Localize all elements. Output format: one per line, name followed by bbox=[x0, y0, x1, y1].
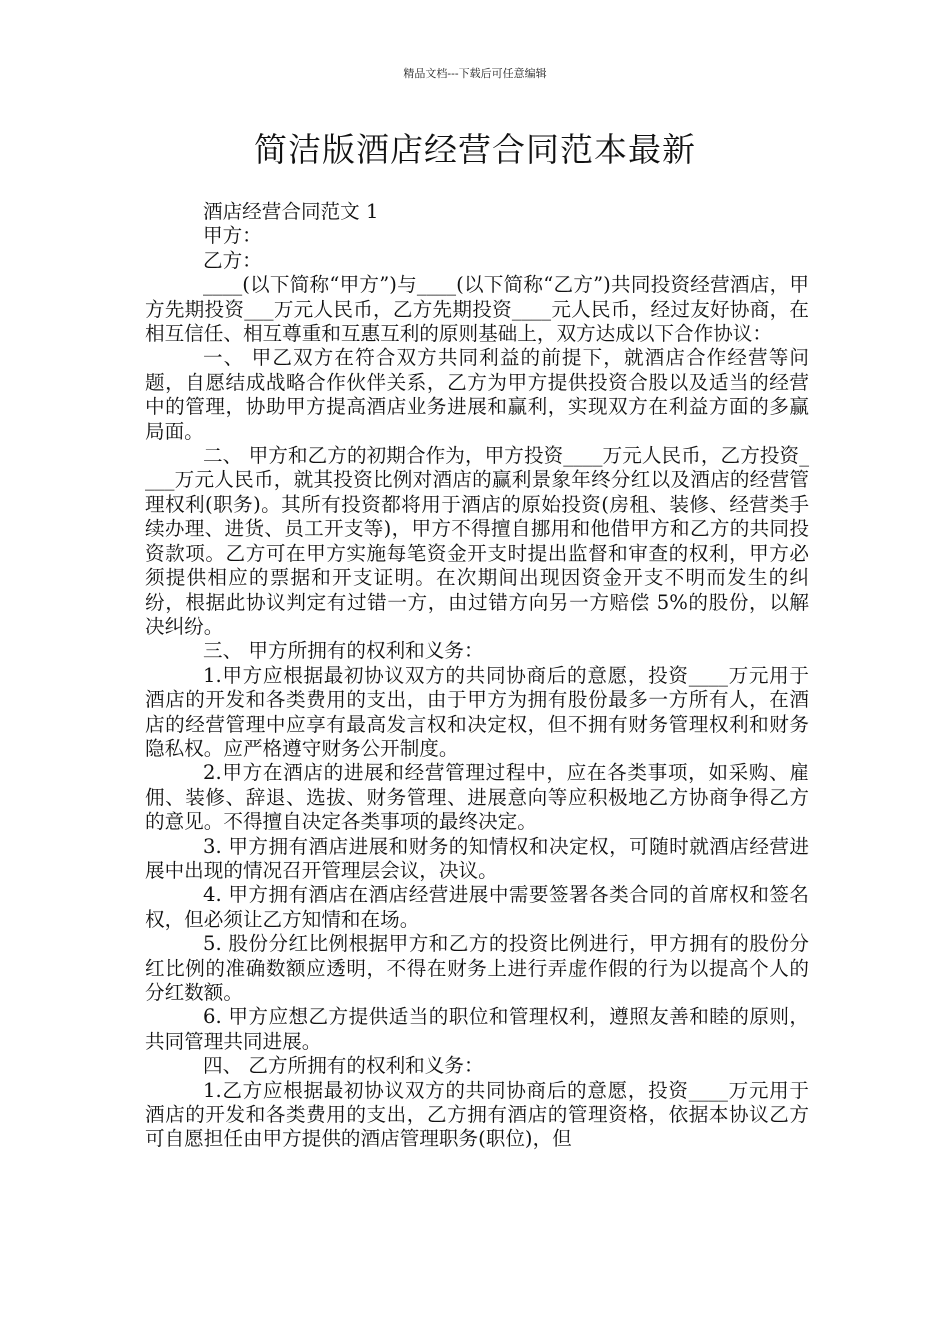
clause-1: 一、 甲乙双方在符合双方共同利益的前提下，就酒店合作经营等问题，自愿结成战略合作伙伴关系，乙方为甲方提供投资合股以及适当的经营中的管理，协助甲方提高酒店业务进展和赢利，实现双方在利益方面的多赢局面。 bbox=[145, 346, 809, 443]
clause-3-item-2: 2.甲方在酒店的进展和经营管理过程中，应在各类事项，如采购、雇佣、装修、辞退、选拔、财务管理、进展意向等应积极地乙方协商争得乙方的意见。不得擅自决定各类事项的最终决定。 bbox=[145, 761, 809, 834]
clause-3-item-3: 3. 甲方拥有酒店进展和财务的知情权和决定权，可随时就酒店经营进展中出现的情况召开管理层会议，决议。 bbox=[145, 834, 809, 882]
clause-4-item-1: 1.乙方应根据最初协议双方的共同协商后的意愿，投资____万元用于酒店的开发和各类费用的支出，乙方拥有酒店的管理资格，依据本协议乙方可自愿担任由甲方提供的酒店管理职务(职位)，但 bbox=[145, 1078, 809, 1151]
clause-3-item-6: 6. 甲方应想乙方提供适当的职位和管理权利，遵照友善和睦的原则，共同管理共同进展。 bbox=[145, 1005, 809, 1053]
party-b-line: 乙方： bbox=[203, 248, 262, 272]
contract-subtitle: 酒店经营合同范文 1 bbox=[203, 200, 379, 223]
document-title: 简洁版酒店经营合同范本最新 bbox=[254, 130, 696, 169]
preamble-paragraph: ____(以下简称“甲方”)与____(以下简称“乙方”)共同投资经营酒店，甲方先期投资___万元人民币，乙方先期投资____元人民币，经过友好协商，在相互信任、相互尊重和互惠互利的原则基础上，双方达成以下合作协议： bbox=[145, 273, 809, 346]
party-a-line: 甲方： bbox=[203, 224, 262, 248]
clause-2: 二、 甲方和乙方的初期合作为，甲方投资____万元人民币，乙方投资____万元人民币，就其投资比例对酒店的赢利景象年终分红以及酒店的经营管理权利(职务)。其所有投资都将用于酒店的原始投资(房租、装修、经营类手续办理、进货、员工开支等)，甲方不得擅自挪用和他借甲方和乙方的共同投资款项。乙方可在甲方实施每笔资金开支时提出监督和审查的权利，甲方必须提供相应的票据和开支证明。在次期间出现因资金开支不明而发生的纠纷，根据此协议判定有过错一方，由过错方向另一方赔偿 5%的股份，以解决纠纷。 bbox=[145, 444, 809, 638]
clause-4-heading: 四、 乙方所拥有的权利和义务： bbox=[203, 1054, 484, 1078]
header-note: 精品文档---下载后可任意编辑 bbox=[403, 67, 547, 80]
clause-3-item-4: 4. 甲方拥有酒店在酒店经营进展中需要签署各类合同的首席权和签名权，但必须让乙方知情和在场。 bbox=[145, 883, 809, 931]
clause-3-item-5: 5. 股份分红比例根据甲方和乙方的投资比例进行，甲方拥有的股份分红比例的准确数额应透明，不得在财务上进行弄虚作假的行为以提高个人的分红数额。 bbox=[145, 932, 809, 1004]
document-body bbox=[145, 200, 809, 1152]
clause-3-heading: 三、 甲方所拥有的权利和义务： bbox=[203, 639, 484, 663]
clause-3-item-1: 1.甲方应根据最初协议双方的共同协商后的意愿，投资____万元用于酒店的开发和各类费用的支出，由于甲方为拥有股份最多一方所有人，在酒店的经营管理中应享有最高发言权和决定权，但不拥有财务管理权利和财务隐私权。应严格遵守财务公开制度。 bbox=[145, 663, 809, 760]
